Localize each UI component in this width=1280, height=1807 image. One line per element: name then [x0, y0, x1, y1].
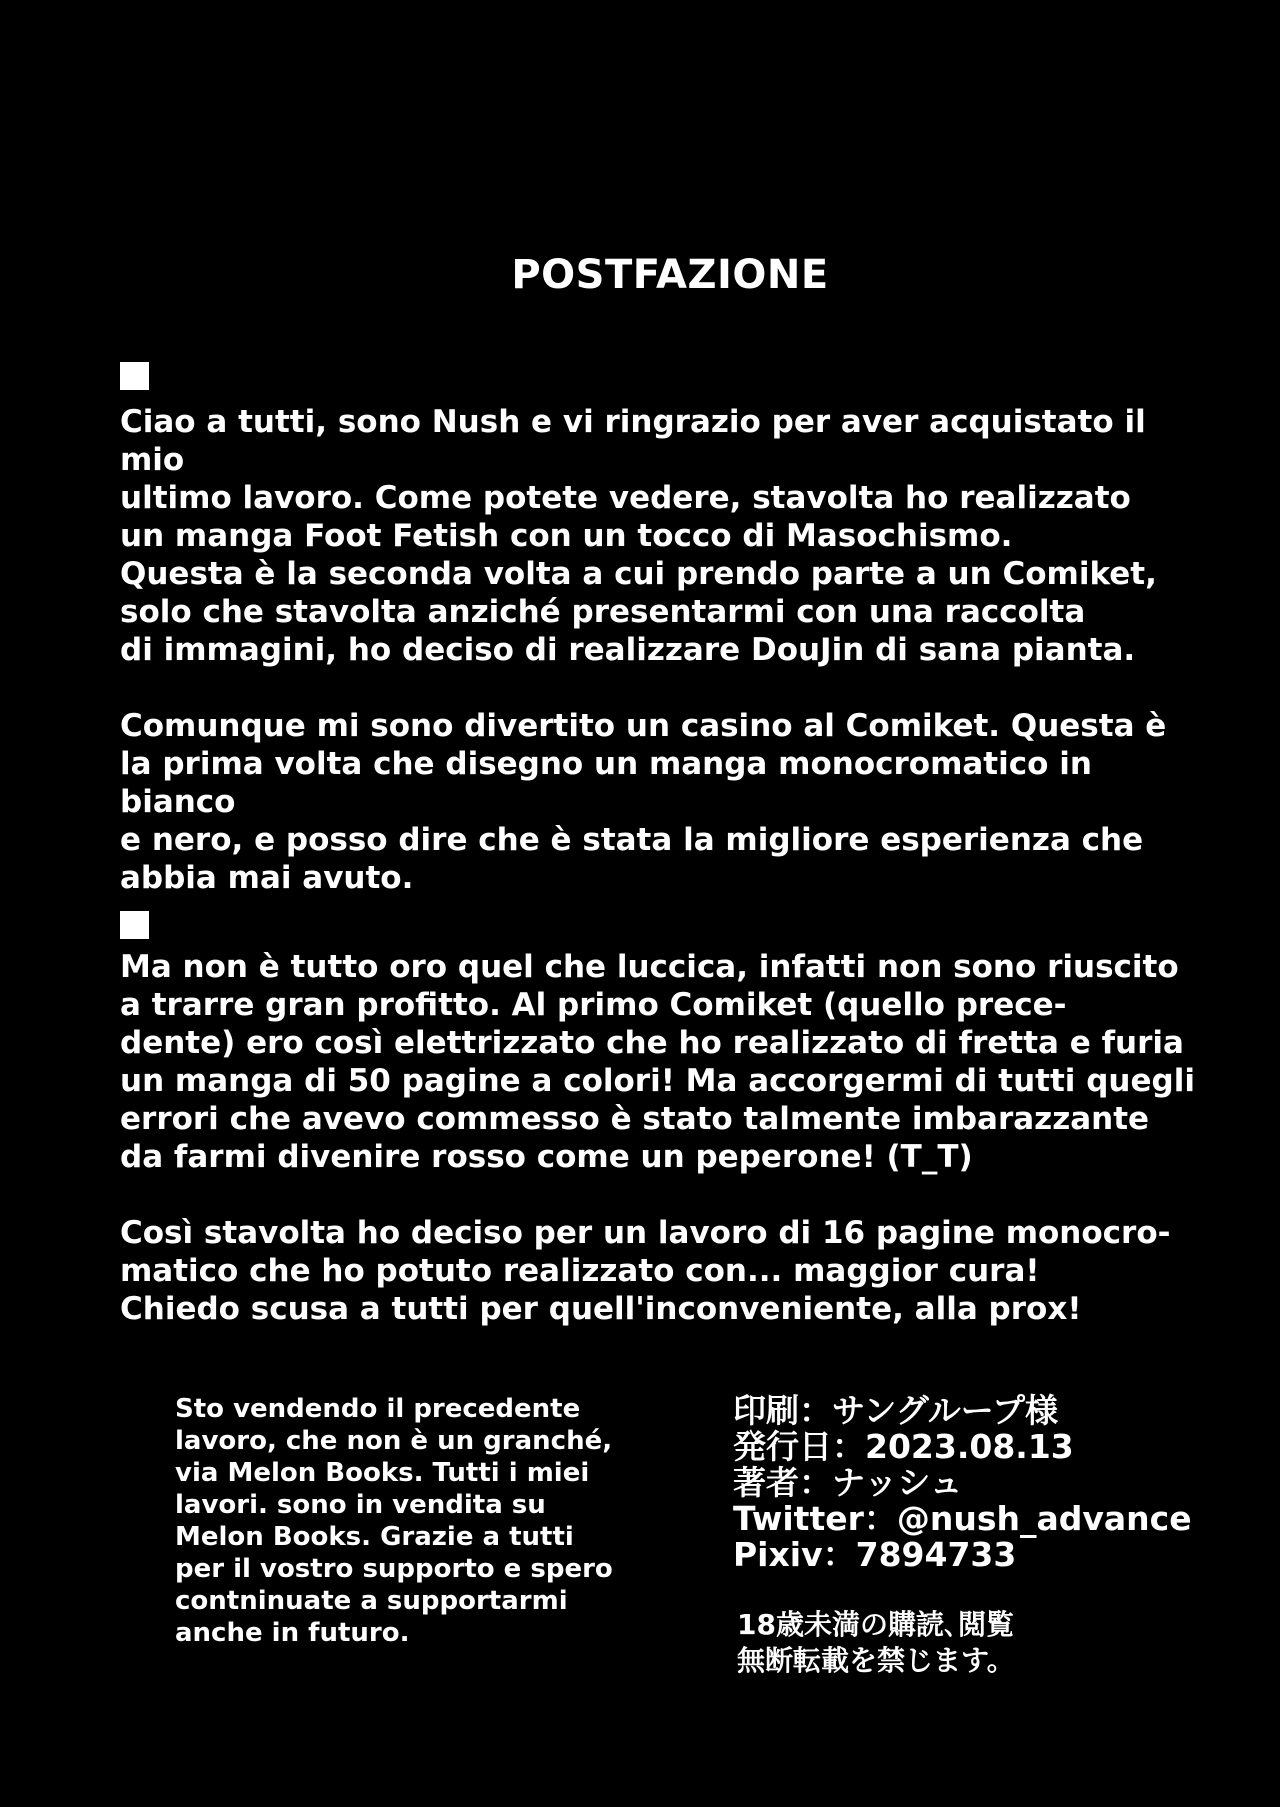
paragraph-greeting: Ciao a tutti, sono Nush e vi ringrazio per aver acquistato il mio ultimo lavoro. Come potete vedere, stavolta ho realizzato un manga Foot Fetish con un tocco di Masochismo. [120, 404, 1146, 554]
colophon-printer: 印刷：サングループ様 [733, 1391, 1059, 1430]
paragraph-monochrome-experience: Comunque mi sono divertito un casino al Comiket. Questa è la prima volta che disegno un manga monocromatico in bianco e nero, e posso dire che è stata la migliore esperienza che abbia mai avuto. [120, 708, 1167, 896]
paragraph-closing: Così stavolta ho deciso per un lavoro di 16 pagine monocro- matico che ho potuto realizzato con... maggior cura! Chiedo scusa a tutti per quell'inconveniente, alla prox! [120, 1215, 1171, 1327]
colophon-twitter: Twitter：@nush_advance [733, 1499, 1192, 1538]
section-marker-square [120, 362, 149, 390]
colophon-pixiv: Pixiv：7894733 [733, 1535, 1017, 1574]
age-restriction-notice: 18歳未満の購読､閲覧 無断転載を禁じます。 [737, 1608, 1015, 1677]
colophon-author: 著者：ナッシュ [733, 1463, 963, 1502]
section-marker-square [120, 911, 149, 939]
melon-books-note: Sto vendendo il precedente lavoro, che non è un granché, via Melon Books. Tutti i miei lavori. sono in vendita su Melon Books. Grazie a tutti per il vostro supporto e spero contninuate a supportarmi anche in futuro. [175, 1394, 613, 1648]
colophon-publish-date: 発行日：2023.08.13 [733, 1427, 1074, 1466]
paragraph-profit: Ma non è tutto oro quel che luccica, infatti non sono riuscito a trarre gran profitto. Al primo Comiket (quello prece- dente) ero così elettrizzato che ho realizzato di fretta e furia un manga di 50 pagine a colori! Ma accorgermi di tutti quegli errori che avevo commesso è stato talmente imbarazzante da farmi divenire rosso come un peperone! (T_T) [120, 949, 1195, 1175]
page-title: POSTFAZIONE [511, 251, 829, 298]
colophon [733, 1393, 1253, 1573]
paragraph-second-comiket: Questa è la seconda volta a cui prendo parte a un Comiket, solo che stavolta anziché presentarmi con una raccolta di immagini, ho deciso di realizzare DouJin di sana pianta. [120, 556, 1157, 668]
